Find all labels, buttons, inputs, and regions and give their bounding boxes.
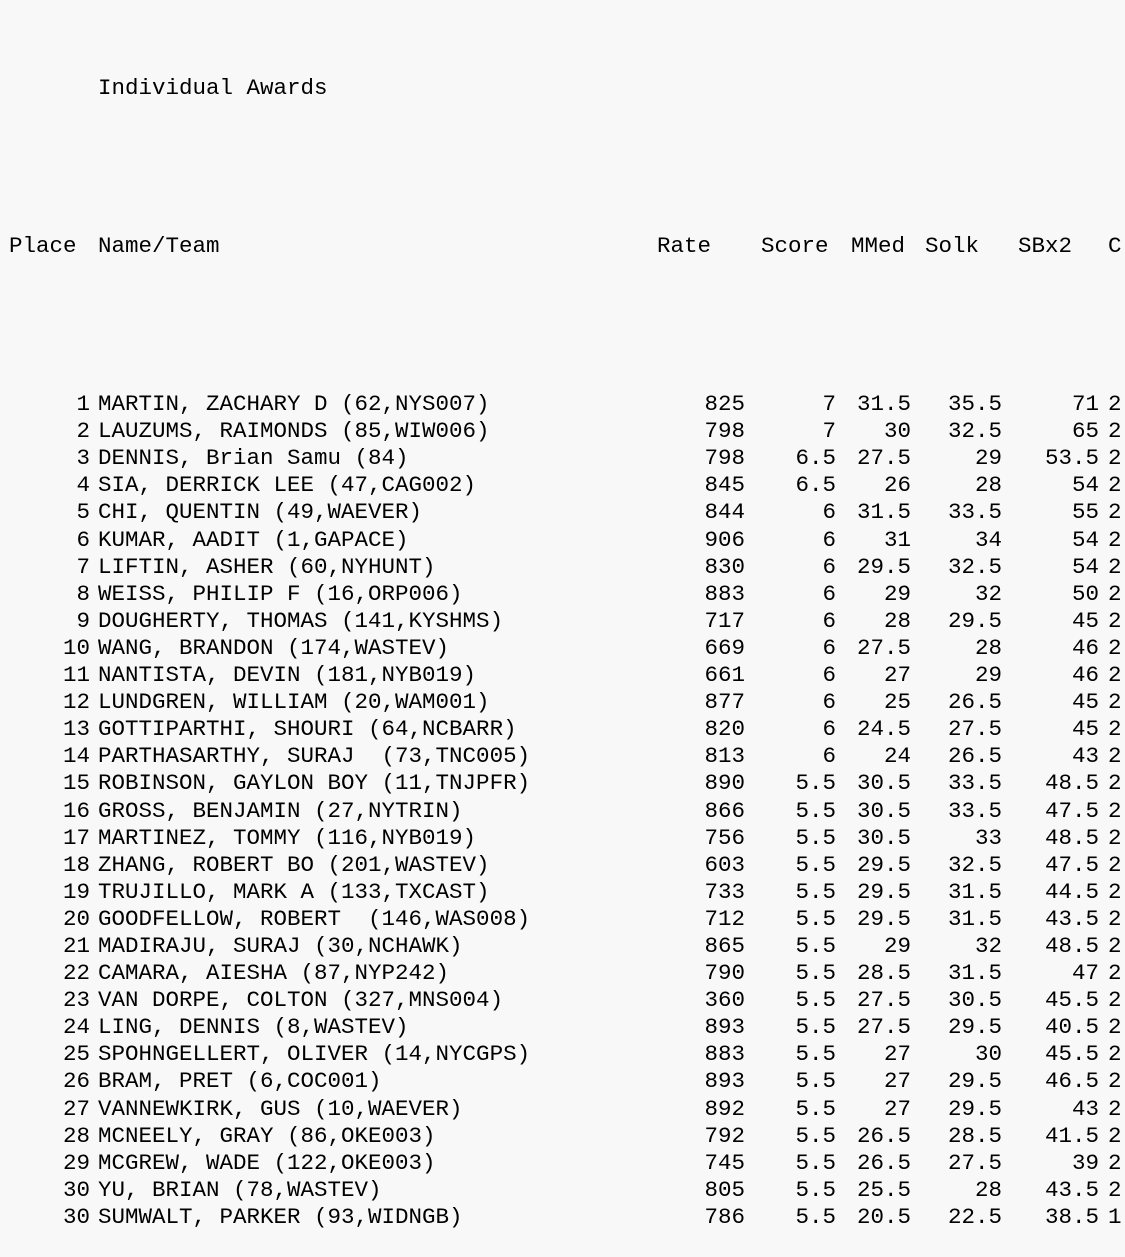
mmed-cell: 24.5 bbox=[856, 716, 911, 743]
score-cell: 5.5 bbox=[795, 770, 836, 797]
mmed-cell: 26.5 bbox=[856, 1122, 911, 1149]
rate-cell: 865 bbox=[704, 932, 745, 959]
sbx2-cell: 43.5 bbox=[1044, 1176, 1099, 1203]
c-cell: 2 bbox=[1108, 1041, 1122, 1068]
c-cell: 2 bbox=[1108, 851, 1122, 878]
place-cell: 27 bbox=[62, 1095, 90, 1122]
sbx2-cell: 53.5 bbox=[1044, 445, 1099, 472]
place-cell: 6 bbox=[76, 526, 90, 553]
name-team-cell: WANG, BRANDON (174,WASTEV) bbox=[98, 634, 450, 661]
sbx2-cell: 46.5 bbox=[1044, 1068, 1099, 1095]
score-cell: 6 bbox=[822, 716, 836, 743]
sbx2-cell: 48.5 bbox=[1044, 770, 1099, 797]
result-row bbox=[9, 445, 1122, 472]
c-cell: 2 bbox=[1108, 526, 1122, 553]
sbx2-cell: 48.5 bbox=[1044, 932, 1099, 959]
c-cell: 2 bbox=[1108, 797, 1122, 824]
mmed-cell: 30.5 bbox=[856, 824, 911, 851]
mmed-cell: 27 bbox=[883, 1095, 911, 1122]
mmed-cell: 27 bbox=[883, 1068, 911, 1095]
rate-cell: 360 bbox=[704, 987, 745, 1014]
name-team-cell: SPOHNGELLERT, OLIVER (14,NYCGPS) bbox=[98, 1041, 531, 1068]
place-cell: 21 bbox=[62, 932, 90, 959]
score-cell: 7 bbox=[822, 391, 836, 418]
header-score: Score bbox=[761, 233, 829, 259]
c-cell: 2 bbox=[1108, 634, 1122, 661]
mmed-cell: 30.5 bbox=[856, 770, 911, 797]
sbx2-cell: 43 bbox=[1071, 1095, 1099, 1122]
place-cell: 4 bbox=[76, 472, 90, 499]
name-team-cell: VAN DORPE, COLTON (327,MNS004) bbox=[98, 987, 504, 1014]
sbx2-cell: 47 bbox=[1071, 960, 1099, 987]
c-cell: 2 bbox=[1108, 1068, 1122, 1095]
name-team-cell: CHI, QUENTIN (49,WAEVER) bbox=[98, 499, 423, 526]
sbx2-cell: 39 bbox=[1071, 1149, 1099, 1176]
mmed-cell: 25 bbox=[883, 689, 911, 716]
score-cell: 6.5 bbox=[795, 472, 836, 499]
solk-cell: 29 bbox=[974, 445, 1002, 472]
place-cell: 3 bbox=[76, 445, 90, 472]
solk-cell: 34 bbox=[974, 526, 1002, 553]
place-cell: 7 bbox=[76, 553, 90, 580]
c-cell: 2 bbox=[1108, 1176, 1122, 1203]
c-cell: 2 bbox=[1108, 716, 1122, 743]
place-cell: 30 bbox=[62, 1176, 90, 1203]
solk-cell: 26.5 bbox=[947, 743, 1002, 770]
result-row bbox=[9, 1014, 1122, 1041]
c-cell: 2 bbox=[1108, 960, 1122, 987]
rate-cell: 813 bbox=[704, 743, 745, 770]
score-cell: 6 bbox=[822, 499, 836, 526]
name-team-cell: LAUZUMS, RAIMONDS (85,WIW006) bbox=[98, 418, 490, 445]
c-cell: 2 bbox=[1108, 987, 1122, 1014]
name-team-cell: PARTHASARTHY, SURAJ (73,TNC005) bbox=[98, 743, 531, 770]
place-cell: 28 bbox=[62, 1122, 90, 1149]
mmed-cell: 29.5 bbox=[856, 553, 911, 580]
sbx2-cell: 47.5 bbox=[1044, 851, 1099, 878]
rate-cell: 792 bbox=[704, 1122, 745, 1149]
result-row bbox=[9, 770, 1122, 797]
score-cell: 6 bbox=[822, 553, 836, 580]
rate-cell: 798 bbox=[704, 445, 745, 472]
rate-cell: 820 bbox=[704, 716, 745, 743]
score-cell: 5.5 bbox=[795, 905, 836, 932]
result-row bbox=[9, 1122, 1122, 1150]
header-c: C bbox=[1108, 233, 1122, 259]
score-cell: 5.5 bbox=[795, 1068, 836, 1095]
c-cell: 2 bbox=[1108, 1014, 1122, 1041]
c-cell: 2 bbox=[1108, 1122, 1122, 1149]
rate-cell: 717 bbox=[704, 607, 745, 634]
sbx2-cell: 54 bbox=[1071, 553, 1099, 580]
rate-cell: 893 bbox=[704, 1068, 745, 1095]
mmed-cell: 28.5 bbox=[856, 960, 911, 987]
c-cell: 2 bbox=[1108, 391, 1122, 418]
name-team-cell: LING, DENNIS (8,WASTEV) bbox=[98, 1014, 409, 1041]
c-cell: 2 bbox=[1108, 662, 1122, 689]
result-row bbox=[9, 987, 1122, 1014]
results-list bbox=[9, 391, 1122, 1231]
place-cell: 23 bbox=[62, 987, 90, 1014]
result-row bbox=[9, 553, 1122, 581]
sbx2-cell: 43 bbox=[1071, 743, 1099, 770]
name-team-cell: CAMARA, AIESHA (87,NYP242) bbox=[98, 960, 450, 987]
result-row bbox=[9, 851, 1122, 879]
mmed-cell: 29.5 bbox=[856, 878, 911, 905]
name-team-cell: MARTINEZ, TOMMY (116,NYB019) bbox=[98, 824, 477, 851]
name-team-cell: GOTTIPARTHI, SHOURI (64,NCBARR) bbox=[98, 716, 517, 743]
rate-cell: 845 bbox=[704, 472, 745, 499]
result-row bbox=[9, 1176, 1122, 1204]
spacer bbox=[9, 154, 63, 181]
header-rate: Rate bbox=[657, 233, 712, 259]
solk-cell: 26.5 bbox=[947, 689, 1002, 716]
result-row bbox=[9, 499, 1122, 526]
score-cell: 5.5 bbox=[795, 851, 836, 878]
name-team-cell: YU, BRIAN (78,WASTEV) bbox=[98, 1176, 382, 1203]
score-cell: 5.5 bbox=[795, 1041, 836, 1068]
solk-cell: 29.5 bbox=[947, 1095, 1002, 1122]
result-row bbox=[9, 905, 1122, 933]
solk-cell: 33 bbox=[974, 824, 1002, 851]
sbx2-cell: 47.5 bbox=[1044, 797, 1099, 824]
place-cell: 13 bbox=[62, 716, 90, 743]
rate-cell: 786 bbox=[704, 1203, 745, 1230]
sbx2-cell: 45.5 bbox=[1044, 987, 1099, 1014]
sbx2-cell: 38.5 bbox=[1044, 1203, 1099, 1230]
mmed-cell: 25.5 bbox=[856, 1176, 911, 1203]
solk-cell: 28 bbox=[974, 634, 1002, 661]
name-team-cell: DENNIS, Brian Samu (84) bbox=[98, 445, 409, 472]
score-cell: 6 bbox=[822, 607, 836, 634]
mmed-cell: 29.5 bbox=[856, 905, 911, 932]
rate-cell: 892 bbox=[704, 1095, 745, 1122]
name-team-cell: GROSS, BENJAMIN (27,NYTRIN) bbox=[98, 797, 463, 824]
score-cell: 5.5 bbox=[795, 1176, 836, 1203]
result-row bbox=[9, 391, 1122, 418]
result-row bbox=[9, 878, 1122, 906]
result-row bbox=[9, 743, 1122, 770]
mmed-cell: 31 bbox=[883, 526, 911, 553]
result-row bbox=[9, 1041, 1122, 1068]
rate-cell: 669 bbox=[704, 634, 745, 661]
mmed-cell: 30.5 bbox=[856, 797, 911, 824]
solk-cell: 31.5 bbox=[947, 878, 1002, 905]
place-cell: 19 bbox=[62, 878, 90, 905]
solk-cell: 29.5 bbox=[947, 607, 1002, 634]
solk-cell: 33.5 bbox=[947, 770, 1002, 797]
place-cell: 11 bbox=[62, 662, 90, 689]
name-team-cell: MCGREW, WADE (122,OKE003) bbox=[98, 1149, 436, 1176]
place-cell: 1 bbox=[76, 391, 90, 418]
name-team-cell: MARTIN, ZACHARY D (62,NYS007) bbox=[98, 391, 490, 418]
score-cell: 7 bbox=[822, 418, 836, 445]
sbx2-cell: 71 bbox=[1071, 391, 1099, 418]
rate-cell: 805 bbox=[704, 1176, 745, 1203]
rate-cell: 733 bbox=[704, 878, 745, 905]
score-cell: 6 bbox=[822, 662, 836, 689]
sbx2-cell: 45.5 bbox=[1044, 1041, 1099, 1068]
score-cell: 5.5 bbox=[795, 878, 836, 905]
name-team-cell: MCNEELY, GRAY (86,OKE003) bbox=[98, 1122, 436, 1149]
sbx2-cell: 40.5 bbox=[1044, 1014, 1099, 1041]
solk-cell: 30 bbox=[974, 1041, 1002, 1068]
name-team-cell: LUNDGREN, WILLIAM (20,WAM001) bbox=[98, 689, 490, 716]
c-cell: 2 bbox=[1108, 932, 1122, 959]
place-cell: 25 bbox=[62, 1041, 90, 1068]
sbx2-cell: 55 bbox=[1071, 499, 1099, 526]
c-cell: 2 bbox=[1108, 499, 1122, 526]
sbx2-cell: 44.5 bbox=[1044, 878, 1099, 905]
name-team-cell: WEISS, PHILIP F (16,ORP006) bbox=[98, 580, 463, 607]
mmed-cell: 26.5 bbox=[856, 1149, 911, 1176]
place-cell: 16 bbox=[62, 797, 90, 824]
place-cell: 24 bbox=[62, 1014, 90, 1041]
score-cell: 5.5 bbox=[795, 960, 836, 987]
result-row bbox=[9, 607, 1122, 635]
c-cell: 2 bbox=[1108, 878, 1122, 905]
rate-cell: 906 bbox=[704, 526, 745, 553]
place-cell: 5 bbox=[76, 499, 90, 526]
sbx2-cell: 46 bbox=[1071, 634, 1099, 661]
rate-cell: 890 bbox=[704, 770, 745, 797]
solk-cell: 31.5 bbox=[947, 905, 1002, 932]
awards-report bbox=[9, 23, 1122, 1257]
mmed-cell: 27.5 bbox=[856, 634, 911, 661]
name-team-cell: NANTISTA, DEVIN (181,NYB019) bbox=[98, 662, 477, 689]
rate-cell: 893 bbox=[704, 1014, 745, 1041]
c-cell: 2 bbox=[1108, 472, 1122, 499]
score-cell: 6 bbox=[822, 580, 836, 607]
solk-cell: 33.5 bbox=[947, 499, 1002, 526]
result-row bbox=[9, 662, 1122, 689]
place-cell: 15 bbox=[62, 770, 90, 797]
solk-cell: 33.5 bbox=[947, 797, 1002, 824]
solk-cell: 32 bbox=[974, 580, 1002, 607]
c-cell: 2 bbox=[1108, 445, 1122, 472]
place-cell: 30 bbox=[62, 1203, 90, 1230]
title-line bbox=[9, 75, 328, 102]
score-cell: 5.5 bbox=[795, 824, 836, 851]
place-cell: 29 bbox=[62, 1149, 90, 1176]
rate-cell: 830 bbox=[704, 553, 745, 580]
mmed-cell: 29 bbox=[883, 580, 911, 607]
solk-cell: 28.5 bbox=[947, 1122, 1002, 1149]
header-row bbox=[9, 233, 1122, 260]
solk-cell: 28 bbox=[974, 472, 1002, 499]
mmed-cell: 28 bbox=[883, 607, 911, 634]
result-row bbox=[9, 797, 1122, 825]
result-row bbox=[9, 689, 1122, 716]
mmed-cell: 26 bbox=[883, 472, 911, 499]
place-cell: 17 bbox=[62, 824, 90, 851]
solk-cell: 35.5 bbox=[947, 391, 1002, 418]
result-row bbox=[9, 526, 1122, 554]
place-cell: 10 bbox=[62, 634, 90, 661]
result-row bbox=[9, 824, 1122, 852]
solk-cell: 29 bbox=[974, 662, 1002, 689]
c-cell: 2 bbox=[1108, 1149, 1122, 1176]
score-cell: 5.5 bbox=[795, 987, 836, 1014]
report-title: Individual Awards bbox=[98, 75, 328, 101]
name-team-cell: VANNEWKIRK, GUS (10,WAEVER) bbox=[98, 1095, 463, 1122]
score-cell: 6 bbox=[822, 743, 836, 770]
rate-cell: 877 bbox=[704, 689, 745, 716]
header-name: Name/Team bbox=[98, 233, 220, 259]
result-row bbox=[9, 1068, 1122, 1095]
solk-cell: 27.5 bbox=[947, 1149, 1002, 1176]
c-cell: 2 bbox=[1108, 553, 1122, 580]
sbx2-cell: 41.5 bbox=[1044, 1122, 1099, 1149]
name-team-cell: ROBINSON, GAYLON BOY (11,TNJPFR) bbox=[98, 770, 531, 797]
score-cell: 6 bbox=[822, 634, 836, 661]
name-team-cell: DOUGHERTY, THOMAS (141,KYSHMS) bbox=[98, 607, 504, 634]
mmed-cell: 27 bbox=[883, 662, 911, 689]
result-row bbox=[9, 932, 1122, 960]
rate-cell: 825 bbox=[704, 391, 745, 418]
mmed-cell: 30 bbox=[883, 418, 911, 445]
name-team-cell: TRUJILLO, MARK A (133,TXCAST) bbox=[98, 878, 490, 905]
mmed-cell: 27.5 bbox=[856, 987, 911, 1014]
rate-cell: 756 bbox=[704, 824, 745, 851]
result-row bbox=[9, 472, 1122, 499]
score-cell: 6.5 bbox=[795, 445, 836, 472]
header-mmed: MMed bbox=[851, 233, 906, 259]
solk-cell: 29.5 bbox=[947, 1068, 1002, 1095]
sbx2-cell: 45 bbox=[1071, 716, 1099, 743]
result-row bbox=[9, 418, 1122, 445]
mmed-cell: 27.5 bbox=[856, 445, 911, 472]
name-team-cell: MADIRAJU, SURAJ (30,NCHAWK) bbox=[98, 932, 463, 959]
place-cell: 22 bbox=[62, 960, 90, 987]
result-row bbox=[9, 1203, 1122, 1231]
mmed-cell: 29 bbox=[883, 932, 911, 959]
sbx2-cell: 54 bbox=[1071, 472, 1099, 499]
place-cell: 18 bbox=[62, 851, 90, 878]
place-cell: 2 bbox=[76, 418, 90, 445]
rate-cell: 661 bbox=[704, 662, 745, 689]
c-cell: 2 bbox=[1108, 743, 1122, 770]
result-row bbox=[9, 580, 1122, 608]
sbx2-cell: 54 bbox=[1071, 526, 1099, 553]
place-cell: 12 bbox=[62, 689, 90, 716]
score-cell: 6 bbox=[822, 689, 836, 716]
name-team-cell: SUMWALT, PARKER (93,WIDNGB) bbox=[98, 1203, 463, 1230]
solk-cell: 32 bbox=[974, 932, 1002, 959]
place-cell: 9 bbox=[76, 607, 90, 634]
sbx2-cell: 46 bbox=[1071, 662, 1099, 689]
solk-cell: 22.5 bbox=[947, 1203, 1002, 1230]
c-cell: 2 bbox=[1108, 418, 1122, 445]
solk-cell: 32.5 bbox=[947, 418, 1002, 445]
result-row bbox=[9, 1149, 1122, 1177]
place-cell: 14 bbox=[62, 743, 90, 770]
sbx2-cell: 45 bbox=[1071, 607, 1099, 634]
c-cell: 2 bbox=[1108, 824, 1122, 851]
c-cell: 1 bbox=[1108, 1203, 1122, 1230]
c-cell: 2 bbox=[1108, 770, 1122, 797]
score-cell: 5.5 bbox=[795, 1122, 836, 1149]
rate-cell: 712 bbox=[704, 905, 745, 932]
result-row bbox=[9, 634, 1122, 662]
rate-cell: 866 bbox=[704, 797, 745, 824]
mmed-cell: 20.5 bbox=[856, 1203, 911, 1230]
score-cell: 5.5 bbox=[795, 1014, 836, 1041]
c-cell: 2 bbox=[1108, 905, 1122, 932]
solk-cell: 29.5 bbox=[947, 1014, 1002, 1041]
result-row bbox=[9, 1095, 1122, 1123]
mmed-cell: 31.5 bbox=[856, 391, 911, 418]
mmed-cell: 31.5 bbox=[856, 499, 911, 526]
mmed-cell: 29.5 bbox=[856, 851, 911, 878]
score-cell: 5.5 bbox=[795, 797, 836, 824]
name-team-cell: KUMAR, AADIT (1,GAPACE) bbox=[98, 526, 409, 553]
solk-cell: 27.5 bbox=[947, 716, 1002, 743]
score-cell: 6 bbox=[822, 526, 836, 553]
rate-cell: 790 bbox=[704, 960, 745, 987]
mmed-cell: 24 bbox=[883, 743, 911, 770]
c-cell: 2 bbox=[1108, 689, 1122, 716]
score-cell: 5.5 bbox=[795, 932, 836, 959]
sbx2-cell: 65 bbox=[1071, 418, 1099, 445]
place-cell: 26 bbox=[62, 1068, 90, 1095]
sbx2-cell: 43.5 bbox=[1044, 905, 1099, 932]
sbx2-cell: 45 bbox=[1071, 689, 1099, 716]
header-place: Place bbox=[9, 233, 77, 259]
place-cell: 8 bbox=[76, 580, 90, 607]
c-cell: 2 bbox=[1108, 1095, 1122, 1122]
score-cell: 5.5 bbox=[795, 1203, 836, 1230]
solk-cell: 30.5 bbox=[947, 987, 1002, 1014]
rate-cell: 883 bbox=[704, 580, 745, 607]
rate-cell: 844 bbox=[704, 499, 745, 526]
rate-cell: 883 bbox=[704, 1041, 745, 1068]
score-cell: 5.5 bbox=[795, 1149, 836, 1176]
name-team-cell: LIFTIN, ASHER (60,NYHUNT) bbox=[98, 553, 436, 580]
place-cell: 20 bbox=[62, 905, 90, 932]
header-sbx2: SBx2 bbox=[1018, 233, 1073, 259]
mmed-cell: 27 bbox=[883, 1041, 911, 1068]
rate-cell: 603 bbox=[704, 851, 745, 878]
sbx2-cell: 48.5 bbox=[1044, 824, 1099, 851]
name-team-cell: BRAM, PRET (6,COC001) bbox=[98, 1068, 382, 1095]
result-row bbox=[9, 960, 1122, 987]
name-team-cell: ZHANG, ROBERT BO (201,WASTEV) bbox=[98, 851, 490, 878]
name-team-cell: GOODFELLOW, ROBERT (146,WAS008) bbox=[98, 905, 531, 932]
solk-cell: 28 bbox=[974, 1176, 1002, 1203]
solk-cell: 31.5 bbox=[947, 960, 1002, 987]
result-row bbox=[9, 716, 1122, 743]
score-cell: 5.5 bbox=[795, 1095, 836, 1122]
c-cell: 2 bbox=[1108, 580, 1122, 607]
rate-cell: 798 bbox=[704, 418, 745, 445]
c-cell: 2 bbox=[1108, 607, 1122, 634]
sbx2-cell: 50 bbox=[1071, 580, 1099, 607]
solk-cell: 32.5 bbox=[947, 553, 1002, 580]
rate-cell: 745 bbox=[704, 1149, 745, 1176]
name-team-cell: SIA, DERRICK LEE (47,CAG002) bbox=[98, 472, 477, 499]
header-solk: Solk bbox=[925, 233, 980, 259]
solk-cell: 32.5 bbox=[947, 851, 1002, 878]
mmed-cell: 27.5 bbox=[856, 1014, 911, 1041]
